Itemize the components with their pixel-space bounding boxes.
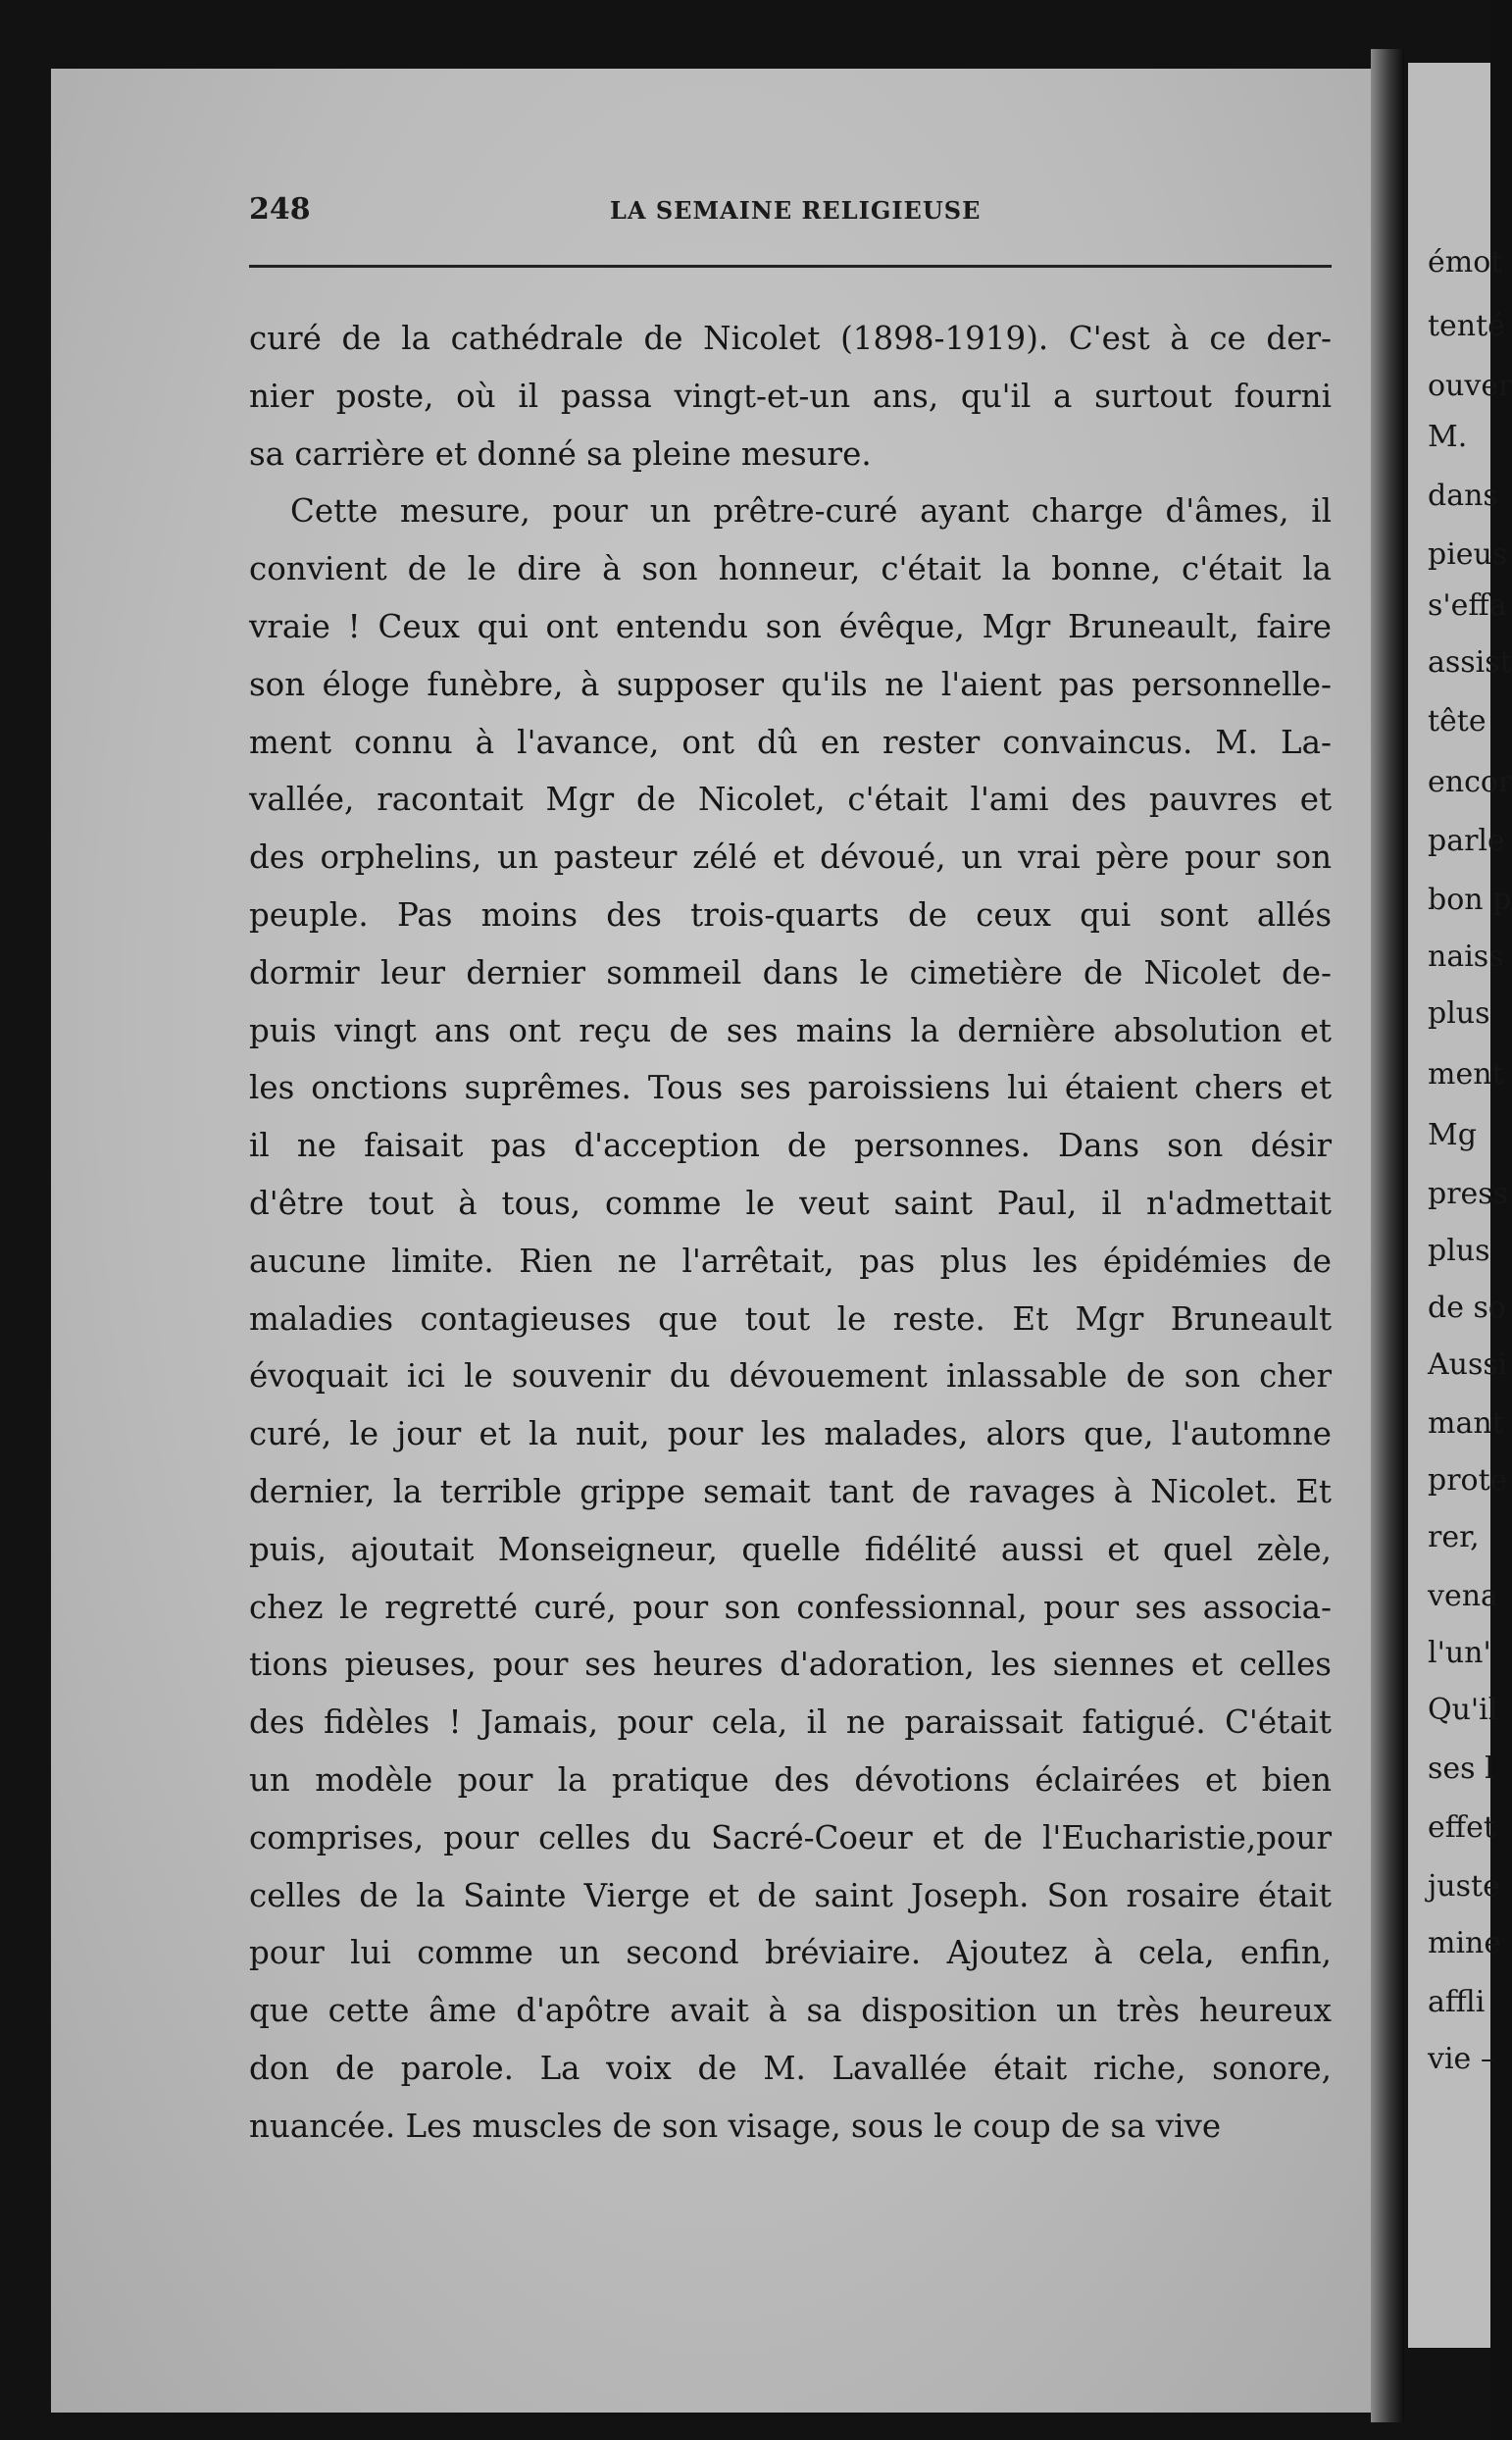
text-line: vallée, racontait Mgr de Nicolet, c'était l'ami des pauvres et <box>249 781 1332 819</box>
text-line: aucune limite. Rien ne l'arrêtait, pas plus les épidémies de <box>249 1242 1332 1280</box>
facing-page-fragment: plus <box>1428 996 1490 1031</box>
facing-page-fragment: vena <box>1428 1579 1498 1613</box>
text-line: il ne faisait pas d'acception de personnes. Dans son désir <box>249 1127 1332 1165</box>
text-line: curé, le jour et la nuit, pour les malades, alors que, l'automne <box>249 1415 1332 1453</box>
text-line: don de parole. La voix de M. Lavallée était riche, sonore, <box>249 2049 1332 2087</box>
text-line: ment connu à l'avance, ont dû en rester convaincus. M. La- <box>249 723 1332 761</box>
facing-page-fragment: tenté <box>1428 309 1505 343</box>
facing-page-fragment: M. <box>1428 420 1468 454</box>
facing-page-fragment: ouver <box>1428 369 1512 403</box>
facing-page-fragment: ses l <box>1428 1752 1494 1786</box>
facing-page-fragment: affli <box>1428 1985 1486 2019</box>
facing-page-fragment: de so <box>1428 1291 1506 1325</box>
facing-page-fragment: assist <box>1428 645 1512 680</box>
text-line: nier poste, où il passa vingt-et-un ans, qu'il a surtout fourni <box>249 377 1332 415</box>
facing-page-fragment: émot <box>1428 245 1503 280</box>
text-line: maladies contagieuses que tout le reste. Et Mgr Bruneault <box>249 1299 1332 1338</box>
journal-title: LA SEMAINE RELIGIEUSE <box>610 196 982 225</box>
facing-page-fragment: l'un' <box>1428 1636 1491 1670</box>
page-number: 248 <box>249 192 311 227</box>
facing-page-fragment: encor <box>1428 765 1512 799</box>
facing-page-fragment: pieus <box>1428 537 1508 572</box>
header-rule <box>249 265 1332 268</box>
facing-page-fragment: tête <box>1428 704 1487 738</box>
facing-page-fragment: Aussi <box>1428 1347 1508 1382</box>
facing-page-fragment: press <box>1428 1177 1509 1211</box>
facing-page-fragment: s'effa <box>1428 588 1507 623</box>
text-line: dernier, la terrible grippe semait tant de ravages à Nicolet. Et <box>249 1472 1332 1510</box>
facing-page-fragment: naiss <box>1428 940 1504 974</box>
facing-page-fragment: Qu'il <box>1428 1693 1498 1727</box>
text-line: puis vingt ans ont reçu de ses mains la dernière absolution et <box>249 1011 1332 1049</box>
text-line: dormir leur dernier sommeil dans le cimetière de Nicolet de- <box>249 953 1332 991</box>
text-line: curé de la cathédrale de Nicolet (1898-1919). C'est à ce der- <box>249 320 1332 357</box>
facing-page-fragment: effet <box>1428 1810 1495 1845</box>
text-line: convient de le dire à son honneur, c'était la bonne, c'était la <box>249 550 1332 588</box>
facing-page-fragment: juste <box>1428 1869 1500 1904</box>
text-line: chez le regretté curé, pour son confessionnal, pour ses associa- <box>249 1588 1332 1626</box>
text-line: des orphelins, un pasteur zélé et dévoué, un vrai père pour son <box>249 839 1332 877</box>
facing-page-fragment: Mg <box>1428 1118 1477 1152</box>
text-line: son éloge funèbre, à supposer qu'ils ne l'aient pas personnelle- <box>249 665 1332 703</box>
text-line: que cette âme d'apôtre avait à sa disposition un très heureux <box>249 1992 1332 2030</box>
facing-page-fragment: ment <box>1428 1057 1504 1092</box>
facing-page-fragment: bon p <box>1428 883 1512 917</box>
running-head <box>198 192 1326 231</box>
facing-page-fragment: dans <box>1428 479 1498 513</box>
book-gutter <box>1371 49 1404 2422</box>
text-line: celles de la Sainte Vierge et de saint Joseph. Son rosaire était <box>249 1876 1332 1914</box>
text-line: comprises, pour celles du Sacré-Coeur et de l'Eucharistie,pour <box>249 1818 1332 1856</box>
facing-page-fragment: parle <box>1428 824 1505 858</box>
facing-page-fragment: mine <box>1428 1926 1502 1960</box>
text-line: pour lui comme un second bréviaire. Ajoutez à cela, enfin, <box>249 1934 1332 1972</box>
facing-page-fragment: vie – <box>1428 2042 1495 2076</box>
text-line: nuancée. Les muscles de son visage, sous le coup de sa vive <box>249 2107 1222 2145</box>
right-page-edge <box>1408 63 1512 2348</box>
facing-page-fragment: mant <box>1428 1406 1504 1441</box>
text-line: peuple. Pas moins des trois-quarts de ceux qui sont allés <box>249 895 1332 934</box>
text-line: des fidèles ! Jamais, pour cela, il ne paraissait fatigué. C'était <box>249 1703 1332 1742</box>
facing-page-fragment: rer, <box>1428 1520 1480 1554</box>
text-line: un modèle pour la pratique des dévotions éclairées et bien <box>249 1760 1332 1799</box>
text-line: Cette mesure, pour un prêtre-curé ayant charge d'âmes, il <box>290 492 1332 531</box>
facing-page-fragment: plus <box>1428 1234 1490 1268</box>
text-line: évoquait ici le souvenir du dévouement inlassable de son cher <box>249 1357 1332 1396</box>
text-line: tions pieuses, pour ses heures d'adoration, les siennes et celles <box>249 1646 1332 1684</box>
body-text <box>249 310 1332 2156</box>
text-line: vraie ! Ceux qui ont entendu son évêque, Mgr Bruneault, faire <box>249 607 1332 645</box>
facing-page-fragment: prote <box>1428 1463 1508 1498</box>
text-line: puis, ajoutait Monseigneur, quelle fidélité aussi et quel zèle, <box>249 1530 1332 1568</box>
text-line: sa carrière et donné sa pleine mesure. <box>249 434 872 473</box>
text-line: les onctions suprêmes. Tous ses paroissiens lui étaient chers et <box>249 1069 1332 1107</box>
text-line: d'être tout à tous, comme le veut saint Paul, il n'admettait <box>249 1184 1332 1222</box>
